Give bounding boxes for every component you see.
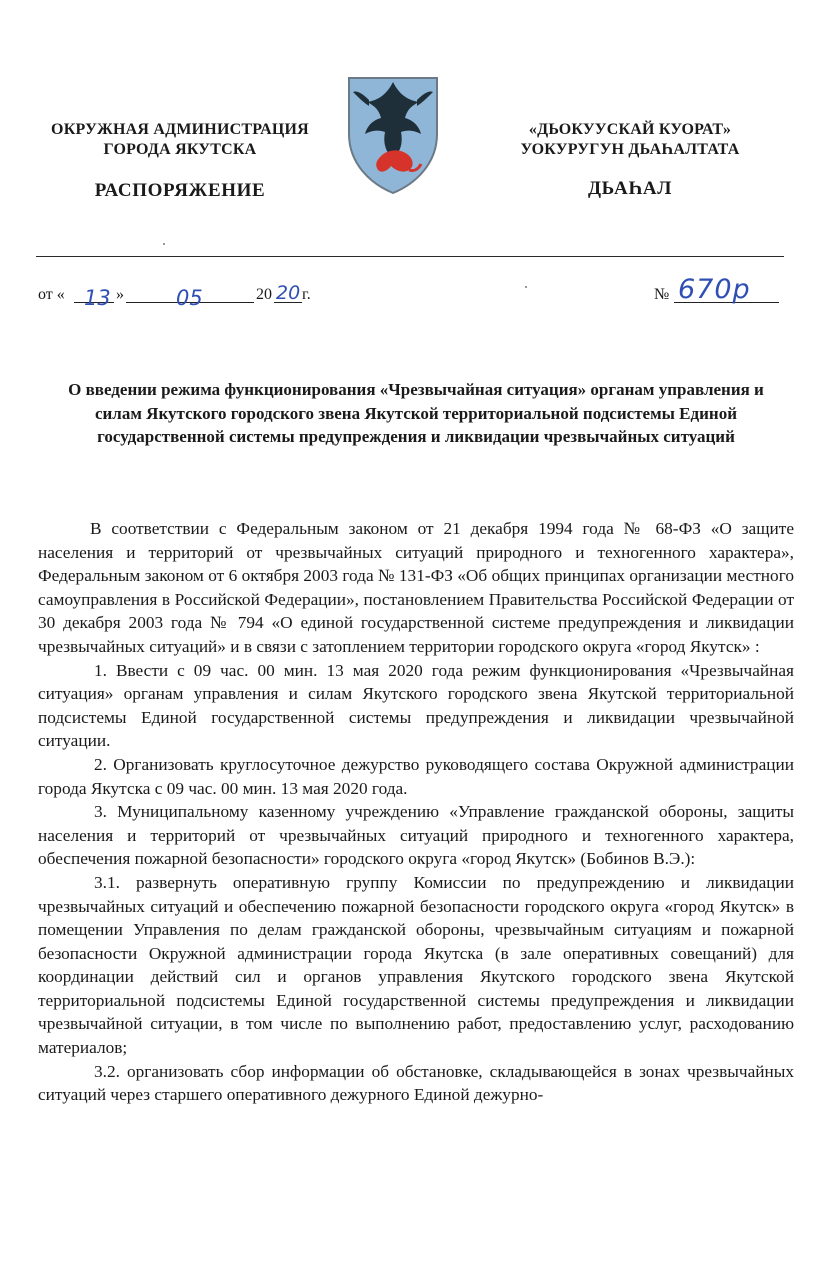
date-prefix: от « [38,286,65,303]
date-year-handwritten: 20 [276,282,301,304]
left-header-line2: ГОРОДА ЯКУТСКА [103,141,257,158]
left-header [30,120,330,160]
date-year-prefix: 20 [256,286,272,303]
document-body [38,517,794,1107]
date-line [38,282,328,310]
right-header-line2: УОКУРУГУН ДЬАҺАЛТАТА [520,141,740,158]
bleed-through-shadow [40,472,330,492]
doc-type-yakut: ДЬАҺАЛ [588,178,672,199]
left-header-line1: ОКРУЖНАЯ АДМИНИСТРАЦИЯ [51,121,309,138]
clause-2: 2. Организовать круглосуточное дежурство руководящего состава Окружной администрации города Якутска с 09 час. 00 мин. 13 мая 2020 года. [38,754,794,798]
date-day-handwritten: 13 [84,286,111,310]
coat-of-arms-emblem [343,72,443,197]
doc-type-russian: РАСПОРЯЖЕНИЕ [94,180,266,201]
number-sign: № [654,286,670,303]
right-header-line1: «ДЬОКУУСКАЙ КУОРАТ» [528,121,732,138]
clause-3-1: 3.1. развернуть оперативную группу Комиссии по предупреждению и ликвидации чрезвычайных ситуаций и обеспечению пожарной безопасности городского округа «город Якутск» в помещении Управления по делам гражданской обороны, чрезвычайным ситуациям и пожарной безопасности Окружной администрации города Якутска (в зале оперативных совещаний) для координации действий сил и органов управления Якутского городского звена Якутской территориальной подсистемы Единой государственной системы предупреждения и ликвидации чрезвычайной ситуации, в том числе по выполнению работ, предоставлению услуг, расходованию материалов; [38,872,794,1058]
preamble-paragraph: В соответствии с Федеральным законом от 21 декабря 1994 года № 68-ФЗ «О защите населения и территорий от чрезвычайных ситуаций природного и техногенного характера», Федеральным законом от 6 октября 2003 года № 131-ФЗ «Об общих принципах организации местного самоуправления в Российской Федерации», постановлением Правительства Российской Федерации от 30 декабря 2003 года № 794 «О единой государственной системе предупреждения и ликвидации чрезвычайных ситуаций» и в связи с затоплением территории городского округа «город Якутск» : [38,519,794,656]
clause-3-2: 3.2. организовать сбор информации об обстановке, складывающейся в зонах чрезвычайных ситуаций через старшего оперативного дежурного Единой дежурно- [38,1061,794,1105]
right-header [500,120,760,160]
clause-1: 1. Ввести с 09 час. 00 мин. 13 мая 2020 года режим функционирования «Чрезвычайная ситуация» органам управления и силам Якутского городского звена Якутской территориальной подсистемы Единой государственной системы предупреждения и ликвидации чрезвычайной ситуации. [38,660,794,751]
header-divider [36,256,784,257]
date-month-handwritten: 05 [176,286,203,310]
date-mid: » [116,286,124,303]
order-number [654,274,794,306]
scan-speck [163,243,165,245]
document-title: О введении режима функционирования «Чрезвычайная ситуация» органам управления и силам Якутского городского звена Якутской территориальной подсистемы Единой государственной системы предупреждения и ликвидации чрезвычайных ситуаций [68,380,764,446]
date-suffix: г. [302,286,311,303]
scan-speck [525,286,527,288]
clause-3: 3. Муниципальному казенному учреждению «Управление гражданской обороны, защиты населения и территорий от чрезвычайных ситуаций природного и техногенного характера, обеспечения пожарной безопасности» городского округа «город Якутск» (Бобинов В.Э.): [38,802,794,869]
order-number-handwritten: 670р [678,274,751,305]
